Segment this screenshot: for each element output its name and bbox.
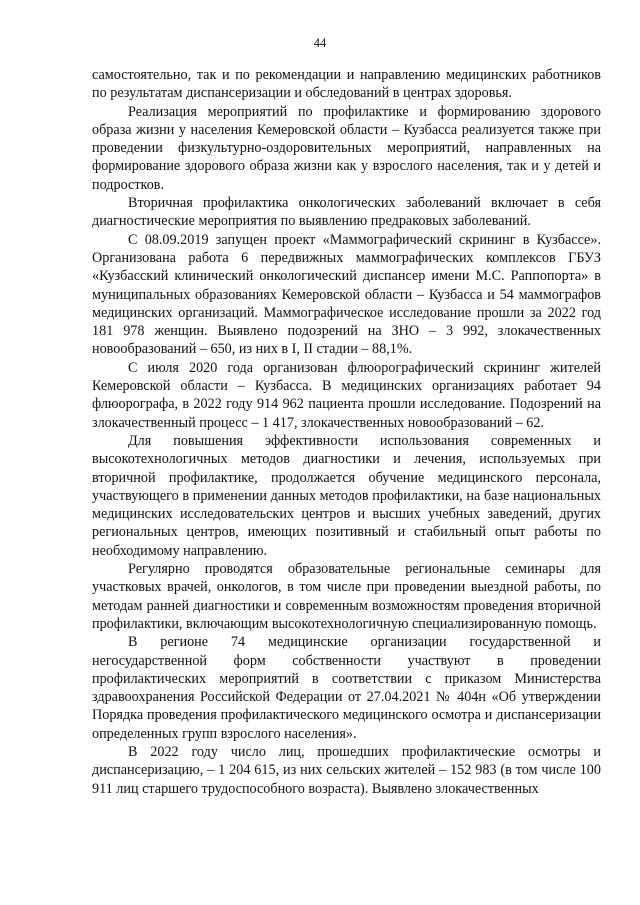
paragraph-fluorography-screening: С июля 2020 года организован флюорографический скрининг жителей Кемеровской области – Кузбасса. В медицинских организациях работает 94 флюорографа, в 2022 году 914 962 пациента прошли исследование. Подозрений на злокачественный процесс – 1 417, злокачественных новообразований – 62. xyxy=(92,359,601,431)
paragraph-staff-training: Для повышения эффективности использования современных и высокотехнологичных методов диагностики и лечения, используемых при вторичной профилактике, продолжается обучение медицинского персонала, участвующего в применении данных методов профилактики, на базе национальных медицинских исследовательских центров и высших учебных заведений, других региональных центров, имеющих позитивный и стабильный опыт работы по необходимому направлению. xyxy=(92,432,601,559)
paragraph-healthy-lifestyle: Реализация мероприятий по профилактике и формированию здорового образа жизни у населения Кемеровской области – Кузбасса реализуется также при проведении физкультурно-оздоровительных мероприятий, направленных на формирование здорового образа жизни как у взрослого населения, так и у детей и подростков. xyxy=(92,103,601,193)
document-body xyxy=(92,66,601,798)
page-number: 44 xyxy=(313,36,327,50)
paragraph-medical-organizations: В регионе 74 медицинские организации государственной и негосударственной форм собственности участвуют в проведении профилактических мероприятий в соответствии с приказом Министерства здравоохранения Российской Федерации от 27.04.2021 № 404н «Об утверждении Порядка проведения профилактического медицинского осмотра и диспансеризации определенных групп взрослого населения». xyxy=(92,634,601,742)
paragraph-checkup-statistics: В 2022 году число лиц, прошедших профилактические осмотры и диспансеризацию, – 1 204 615, из них сельских жителей – 152 983 (в том числе 100 911 лиц старшего трудоспособного возраста). Выявлено злокачественных xyxy=(92,743,601,797)
paragraph-mammography-screening: С 08.09.2019 запущен проект «Маммографический скрининг в Кузбассе». Организована работа 6 передвижных маммографических комплексов ГБУЗ «Кузбасский клинический онкологический диспансер имени М.С. Раппопорта» в муниципальных образованиях Кемеровской области – Кузбасса и 54 маммографов медицинских организаций. Маммографическое исследование прошли за 2022 год 181 978 женщин. Выявлено подозрений на ЗНО – 3 992, злокачественных новообразований – 650, из них в I, II стадии – 88,1%. xyxy=(92,231,601,358)
paragraph-continuation: самостоятельно, так и по рекомендации и направлению медицинских работников по результатам диспансеризации и обследований в центрах здоровья. xyxy=(92,67,601,102)
paragraph-secondary-prevention: Вторичная профилактика онкологических заболеваний включает в себя диагностические мероприятия по выявлению предраковых заболеваний. xyxy=(92,195,601,230)
paragraph-seminars: Регулярно проводятся образовательные региональные семинары для участковых врачей, онкологов, в том числе при проведении выездной работы, по методам ранней диагностики и современным возможностям проведения вторичной профилактики, включающим высокотехнологичную специализированную помощь. xyxy=(92,561,601,632)
